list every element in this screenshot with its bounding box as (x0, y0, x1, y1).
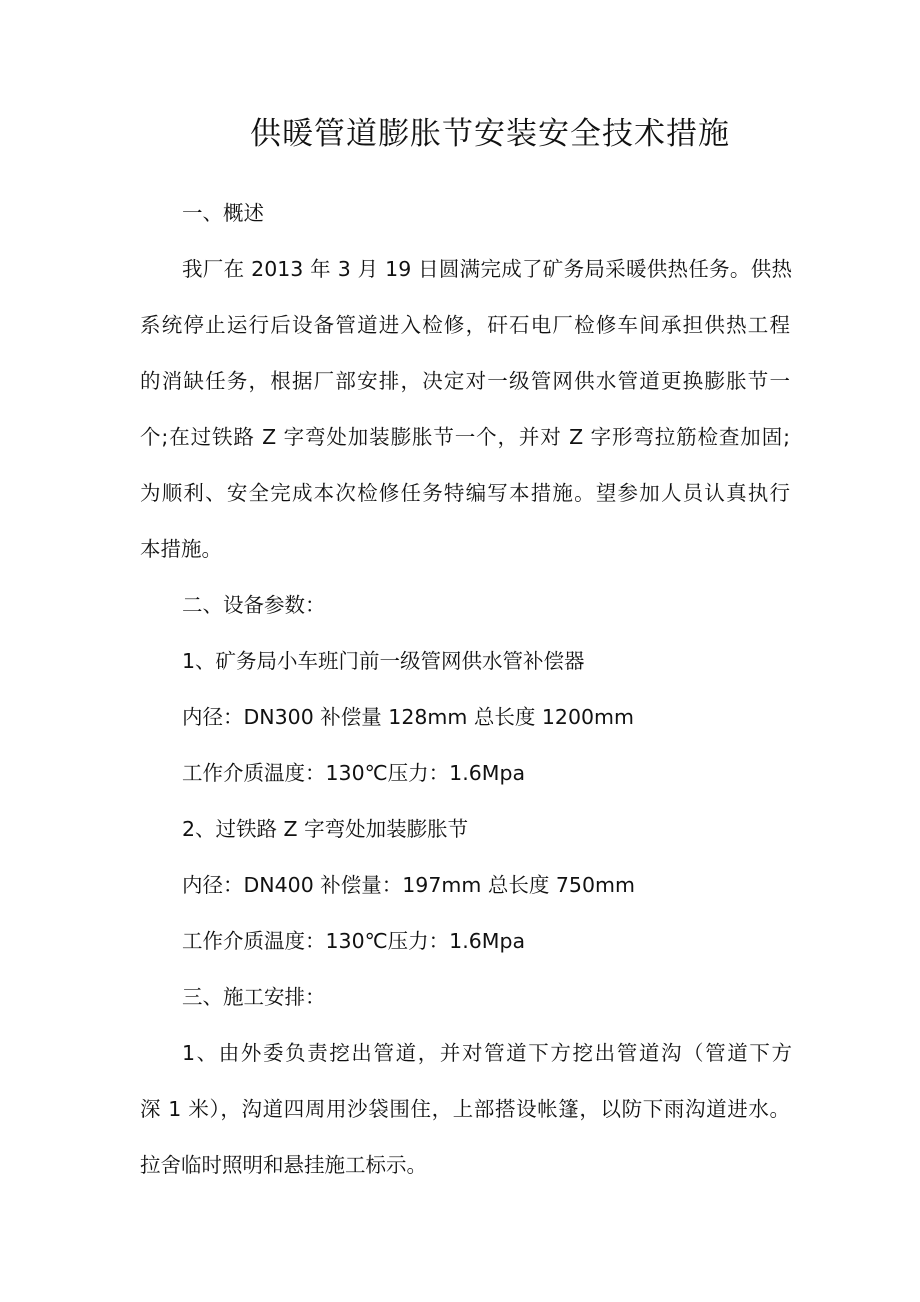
overview-line-5: 为顺利、安全完成本次检修任务特编写本措施。望参加人员认真执行 (140, 481, 790, 505)
title-area (0, 0, 920, 170)
section-heading-overview: 一、概述 (182, 201, 264, 225)
construction-line-1: 1、由外委负责挖出管道，并对管道下方挖出管道沟（管道下方 (182, 1041, 792, 1065)
overview-line-2: 系统停止运行后设备管道进入检修，矸石电厂检修车间承担供热工程 (140, 313, 790, 337)
parameter-item: 工作介质温度：130℃压力：1.6Mpa (182, 761, 526, 785)
construction-line-2: 深 1 米），沟道四周用沙袋围住，上部搭设帐篷，以防下雨沟道进水。 (140, 1097, 790, 1121)
document-title: 供暖管道膨胀节安装安全技术措施 (250, 116, 730, 152)
parameter-item: 2、过铁路 Z 字弯处加装膨胀节 (182, 817, 469, 841)
section-heading-construction: 三、施工安排： (182, 985, 326, 1009)
parameter-item: 工作介质温度：130℃压力：1.6Mpa (182, 929, 526, 953)
parameter-item: 1、矿务局小车班门前一级管网供水管补偿器 (182, 649, 585, 673)
section-heading-parameters: 二、设备参数： (182, 593, 326, 617)
overview-line-6: 本措施。 (140, 537, 222, 561)
overview-line-3: 的消缺任务，根据厂部安排，决定对一级管网供水管道更换膨胀节一 (140, 369, 790, 393)
parameter-item: 内径：DN400 补偿量：197mm 总长度 750mm (182, 873, 635, 897)
parameter-item: 内径：DN300 补偿量 128mm 总长度 1200mm (182, 705, 634, 729)
overview-line-4: 个;在过铁路 Z 字弯处加装膨胀节一个，并对 Z 字形弯拉筋检查加固; (140, 425, 790, 449)
overview-line-1: 我厂在 2013 年 3 月 19 日圆满完成了矿务局采暖供热任务。供热 (182, 257, 792, 281)
construction-line-3: 拉舍临时照明和悬挂施工标示。 (140, 1153, 427, 1177)
